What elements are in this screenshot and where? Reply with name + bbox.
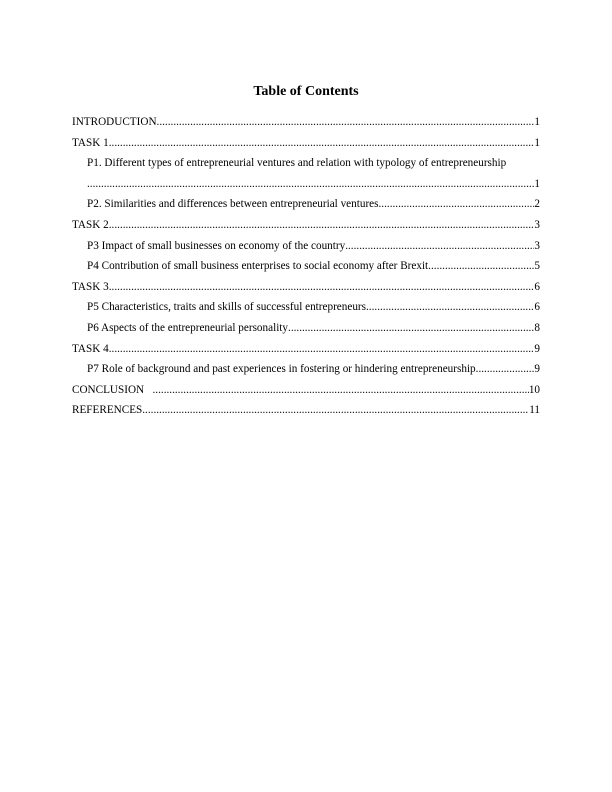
- toc-page-number: 3: [534, 239, 540, 252]
- toc-entry-introduction[interactable]: [72, 112, 540, 133]
- toc-page-number: 1: [534, 136, 540, 149]
- toc-entry-p7[interactable]: [72, 359, 540, 380]
- toc-page-number: 3: [534, 218, 540, 231]
- toc-list: [72, 112, 540, 421]
- toc-leader-dots: [366, 297, 534, 318]
- toc-page-number: 8: [534, 321, 540, 334]
- toc-entry-p1[interactable]: [72, 153, 540, 174]
- toc-leader-dots: [476, 359, 535, 380]
- toc-page-number: 5: [534, 260, 540, 273]
- toc-entry-task-1[interactable]: [72, 133, 540, 154]
- toc-entry-label: P4 Contribution of small business enterprises to social economy after Brexit: [87, 260, 429, 273]
- toc-page-number: 1: [534, 177, 540, 190]
- toc-leader-dots: [109, 215, 535, 236]
- toc-leader-dots: [288, 318, 534, 339]
- toc-entry-references[interactable]: [72, 400, 540, 421]
- toc-leader-dots: [109, 133, 535, 154]
- toc-page-number: 9: [534, 342, 540, 355]
- toc-page-number: 9: [534, 363, 540, 376]
- toc-entry-label: INTRODUCTION: [72, 116, 157, 128]
- toc-leader-dots: [153, 380, 529, 401]
- toc-leader-dots: [109, 277, 535, 298]
- toc-entry-label: TASK 1: [72, 136, 109, 149]
- toc-entry-label: REFERENCES: [72, 404, 143, 417]
- toc-entry-p3[interactable]: [72, 236, 540, 257]
- toc-entry-label: CONCLUSION: [72, 383, 153, 396]
- toc-entry-label: P2. Similarities and differences between entrepreneurial ventures: [87, 198, 379, 211]
- toc-leader-dots: [379, 194, 535, 215]
- toc-entry-label: P5 Characteristics, traits and skills of successful entrepreneurs: [87, 301, 366, 314]
- toc-leader-dots: [157, 112, 535, 133]
- toc-entry-p5[interactable]: [72, 297, 540, 318]
- toc-leader-dots: [428, 256, 534, 277]
- toc-entry-label: P1. Different types of entrepreneurial ventures and relation with typology of entrepreneurship: [87, 157, 507, 170]
- toc-entry-label: TASK 4: [72, 342, 109, 355]
- toc-entry-conclusion[interactable]: [72, 380, 540, 401]
- toc-entry-task-4[interactable]: [72, 339, 540, 360]
- toc-entry-label: P3 Impact of small businesses on economy of the country: [87, 239, 346, 252]
- toc-leader-dots: [345, 236, 534, 257]
- toc-entry-task-2[interactable]: [72, 215, 540, 236]
- toc-leader-dots: [87, 174, 534, 195]
- toc-leader-dots: [142, 400, 529, 421]
- toc-entry-label: P7 Role of background and past experiences in fostering or hindering entrepreneurship: [87, 363, 476, 376]
- toc-page-number: 11: [529, 404, 540, 417]
- toc-page-number: 2: [534, 198, 540, 211]
- toc-leader-dots: [109, 339, 535, 360]
- toc-entry-p6[interactable]: [72, 318, 540, 339]
- toc-entry-p1-continued[interactable]: [72, 174, 540, 195]
- toc-page-number: 6: [534, 301, 540, 314]
- toc-page-number: 10: [528, 383, 540, 396]
- toc-entry-label: TASK 3: [72, 280, 109, 293]
- toc-entry-p4[interactable]: [72, 256, 540, 277]
- toc-entry-label: P6 Aspects of the entrepreneurial personality: [87, 321, 289, 334]
- toc-page-number: 1: [534, 116, 540, 128]
- toc-entry-p2[interactable]: [72, 194, 540, 215]
- toc-entry-task-3[interactable]: [72, 277, 540, 298]
- toc-page-number: 6: [534, 280, 540, 293]
- toc-entry-label: TASK 2: [72, 218, 109, 231]
- toc-title: Table of Contents: [253, 84, 359, 99]
